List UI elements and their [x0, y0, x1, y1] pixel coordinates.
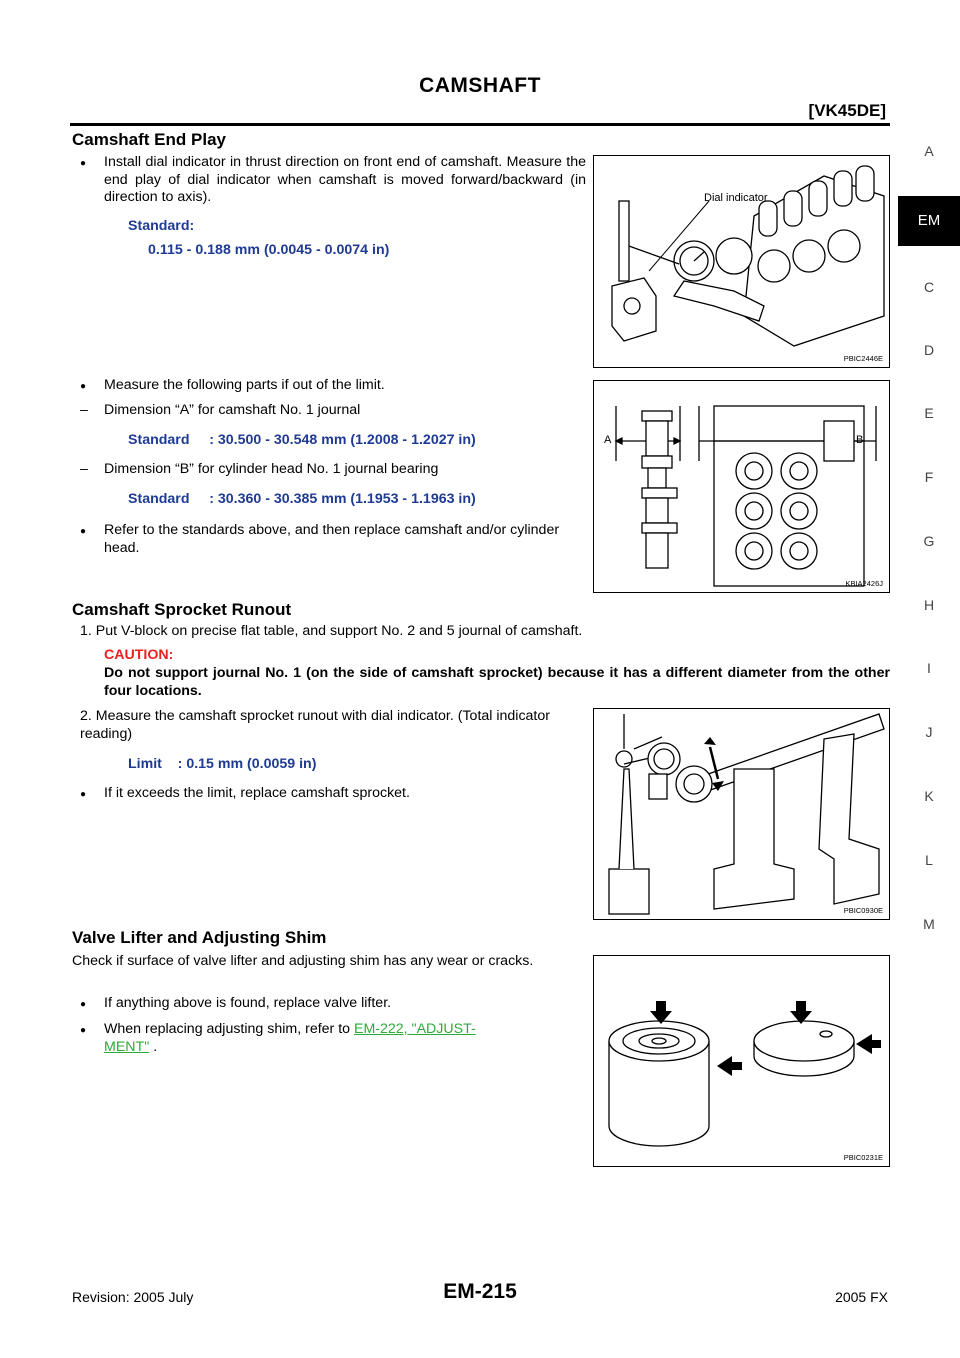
dash-dimension-a — [80, 402, 586, 420]
sidebar-letter-c[interactable]: C — [923, 279, 935, 295]
fig2-code: KBIA2426J — [845, 579, 883, 588]
footer-model: 2005 FX — [835, 1289, 888, 1305]
fig1-code: PBIC2446E — [843, 354, 883, 363]
standard-dimension-b: Standard : 30.360 - 30.385 mm (1.1953 - 1.1963 in) — [128, 491, 476, 507]
dash-icon: – — [80, 402, 88, 418]
bullet-replace-lifter — [80, 995, 586, 1013]
sidebar-letter-j[interactable]: J — [925, 724, 933, 740]
caution-text: Do not support journal No. 1 (on the side of camshaft sprocket) because it has a different diameter from the other four locations. — [104, 665, 890, 699]
engine-model: [VK45DE] — [808, 101, 886, 120]
dash-icon: – — [80, 461, 88, 477]
lifter-shim-illustration — [594, 956, 889, 1166]
footer-revision: Revision: 2005 July — [72, 1289, 194, 1305]
bullet-install-dial — [80, 154, 586, 207]
fig2-label-a: A — [604, 434, 612, 446]
fig3-code: PBIC0930E — [843, 906, 883, 915]
standard-label: Standard: — [128, 218, 195, 234]
heading-sprocket-runout: Camshaft Sprocket Runout — [72, 600, 292, 619]
sidebar-letter-d[interactable]: D — [923, 342, 935, 358]
bullet-text — [104, 1021, 586, 1056]
bullet-icon: ● — [80, 1025, 87, 1036]
dash-dimension-b — [80, 461, 586, 479]
caution-label: CAUTION: — [104, 647, 174, 663]
bullet-measure-parts — [80, 377, 586, 395]
standard-dimension-a: Standard : 30.500 - 30.548 mm (1.2008 - 1.2027 in) — [128, 432, 476, 448]
sidebar-letter-l[interactable]: L — [925, 852, 933, 868]
camshaft-journal-illustration — [594, 381, 889, 592]
sidebar-letter-h[interactable]: H — [923, 597, 935, 613]
limit-value: Limit : 0.15 mm (0.0059 in) — [128, 756, 317, 772]
bullet-text-prefix: When replacing adjusting shim, refer to — [104, 1021, 351, 1037]
bullet-text: If it exceeds the limit, replace camshaft sprocket. — [104, 785, 410, 801]
bullet-text: Install dial indicator in thrust direction on front end of camshaft. Measure the end play of dial indicator when camshaft is moved forward/backward (in direction to axis). — [104, 154, 586, 205]
bullet-adjusting-shim — [80, 1021, 586, 1056]
sidebar-letter-f[interactable]: F — [924, 469, 934, 485]
bullet-refer-standards — [80, 522, 586, 557]
fig4-code: PBIC0231E — [843, 1153, 883, 1162]
bullet-icon: ● — [80, 381, 87, 392]
link-adjustment[interactable]: EM-222, "ADJUST- — [354, 1021, 476, 1037]
page-number: EM-215 — [443, 1280, 517, 1303]
dial-indicator-illustration — [594, 156, 889, 367]
figure-dimension-ab — [593, 380, 890, 593]
bullet-icon: ● — [80, 158, 87, 169]
heading-valve-lifter: Valve Lifter and Adjusting Shim — [72, 928, 327, 947]
link-adjustment-cont[interactable]: MENT" — [104, 1038, 150, 1055]
bullet-text: Measure the following parts if out of the limit. — [104, 377, 385, 393]
step-1: 1. Put V-block on precise flat table, and support No. 2 and 5 journal of camshaft. — [80, 623, 583, 639]
sidebar-letter-k[interactable]: K — [924, 788, 934, 804]
bullet-text: If anything above is found, replace valve lifter. — [104, 995, 392, 1011]
bullet-icon: ● — [80, 789, 87, 800]
dash-text: Dimension “B” for cylinder head No. 1 journal bearing — [104, 461, 439, 477]
bullet-icon: ● — [80, 526, 87, 537]
bullet-icon: ● — [80, 999, 87, 1010]
sidebar-letter-em[interactable]: EM — [898, 196, 960, 246]
dash-text: Dimension “A” for camshaft No. 1 journal — [104, 402, 361, 418]
fig1-label: Dial indicator — [704, 192, 768, 204]
sidebar-letter-m[interactable]: M — [923, 916, 935, 932]
sidebar-letter-g[interactable]: G — [923, 533, 935, 549]
para-check-surface: Check if surface of valve lifter and adjusting shim has any wear or cracks. — [72, 953, 534, 969]
fig2-label-b: B — [856, 434, 864, 446]
bullet-replace-sprocket — [80, 785, 586, 803]
figure-sprocket-runout — [593, 708, 890, 920]
step-2: 2. Measure the camshaft sprocket runout with dial indicator. (Total indicator reading) — [80, 708, 550, 742]
v-block-illustration — [594, 709, 889, 919]
sidebar-letter-i[interactable]: I — [927, 660, 931, 676]
figure-valve-lifter-shim — [593, 955, 890, 1167]
sidebar-letter-a[interactable]: A — [924, 143, 934, 159]
figure-dial-indicator — [593, 155, 890, 368]
sidebar-letter-e[interactable]: E — [924, 405, 934, 421]
standard-value: 0.115 - 0.188 mm (0.0045 - 0.0074 in) — [148, 242, 390, 258]
bullet-text-suffix: . — [153, 1038, 158, 1055]
heading-camshaft-end-play: Camshaft End Play — [72, 130, 226, 149]
bullet-text: Refer to the standards above, and then replace camshaft and/or cylinder head. — [104, 522, 560, 556]
header-rule — [70, 123, 890, 126]
page-title: CAMSHAFT — [419, 74, 541, 97]
